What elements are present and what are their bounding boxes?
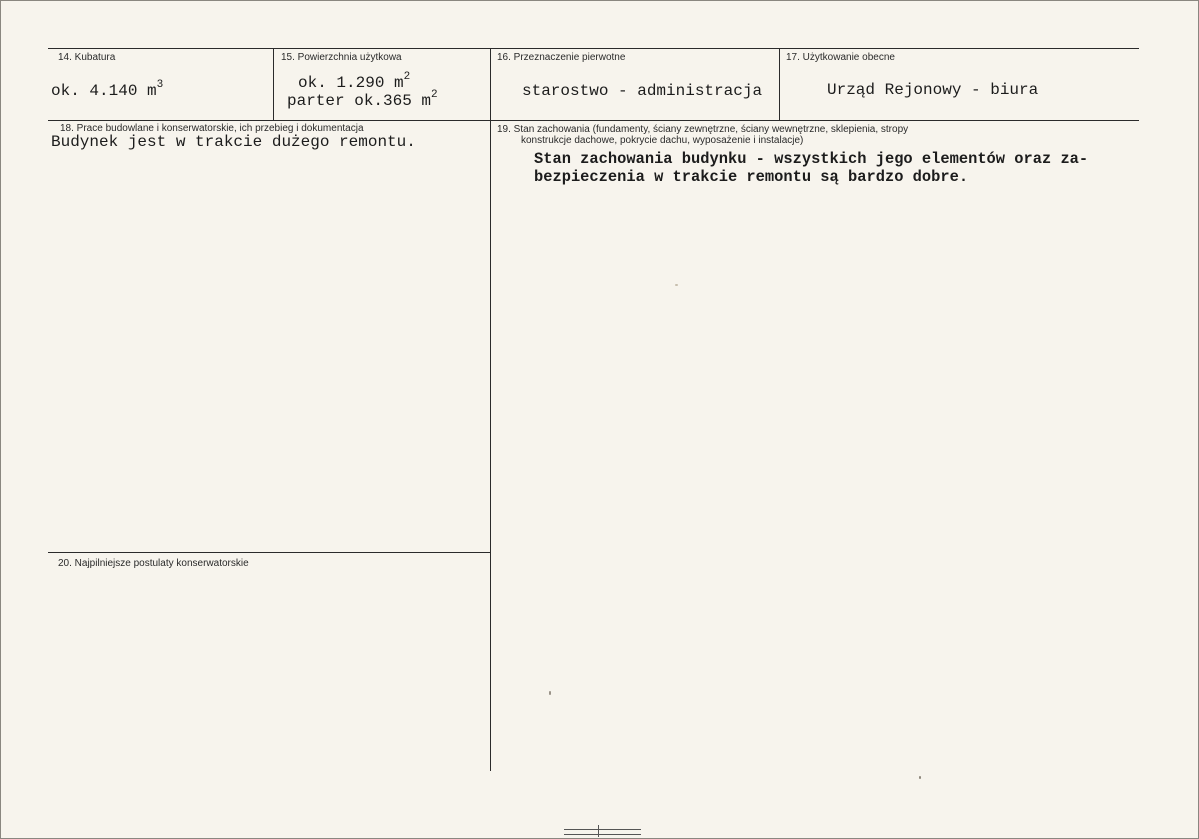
paper-speck <box>675 284 678 286</box>
przeznaczenie-value: starostwo - administracja <box>522 82 763 100</box>
powierzchnia-parter: parter ok.365 m <box>287 92 432 110</box>
section-20-rule <box>48 552 490 553</box>
stan-label-line-2: konstrukcje dachowe, pokrycie dachu, wyposażenie i instalacje) <box>521 135 804 146</box>
top-rule <box>48 48 1139 49</box>
kubatura-number: ok. 4.140 m <box>51 82 157 100</box>
bottom-mark-line-2 <box>564 834 641 835</box>
uzytkowanie-value: Urząd Rejonowy - biura <box>827 81 1039 99</box>
uzytkowanie-label: 17. Użytkowanie obecne <box>786 52 895 63</box>
paper-speck <box>919 776 921 779</box>
powierzchnia-total-exponent: 2 <box>403 71 411 83</box>
przeznaczenie-label: 16. Przeznaczenie pierwotne <box>497 52 626 63</box>
stan-label-line-1: 19. Stan zachowania (fundamenty, ściany zewnętrzne, ściany wewnętrzne, sklepienia, stropy <box>497 124 909 135</box>
mid-rule <box>48 120 1139 121</box>
stan-value-line-2: bezpieczenia w trakcie remontu są bardzo dobre. <box>534 168 969 186</box>
paper-speck <box>549 691 551 695</box>
divider-14-15 <box>273 48 274 120</box>
kubatura-label: 14. Kubatura <box>58 52 116 63</box>
bottom-mark-line-1 <box>564 829 641 830</box>
prace-label: 18. Prace budowlane i konserwatorskie, ich przebieg i dokumentacja <box>60 123 364 134</box>
prace-value: Budynek jest w trakcie dużego remontu. <box>51 133 416 151</box>
powierzchnia-total: ok. 1.290 m <box>298 74 404 92</box>
stan-value-line-1: Stan zachowania budynku - wszystkich jego elementów oraz za- <box>534 150 1089 168</box>
powierzchnia-line-2 <box>287 91 438 111</box>
postulaty-label: 20. Najpilniejsze postulaty konserwatorskie <box>58 558 249 569</box>
divider-15-16 <box>490 48 491 771</box>
divider-16-17 <box>779 48 780 120</box>
kubatura-exponent: 3 <box>156 79 164 91</box>
powierzchnia-label: 15. Powierzchnia użytkowa <box>281 52 402 63</box>
bottom-mark-tick <box>598 825 599 837</box>
powierzchnia-line-1 <box>298 73 410 93</box>
powierzchnia-parter-exponent: 2 <box>431 89 438 101</box>
kubatura-value <box>51 81 163 101</box>
